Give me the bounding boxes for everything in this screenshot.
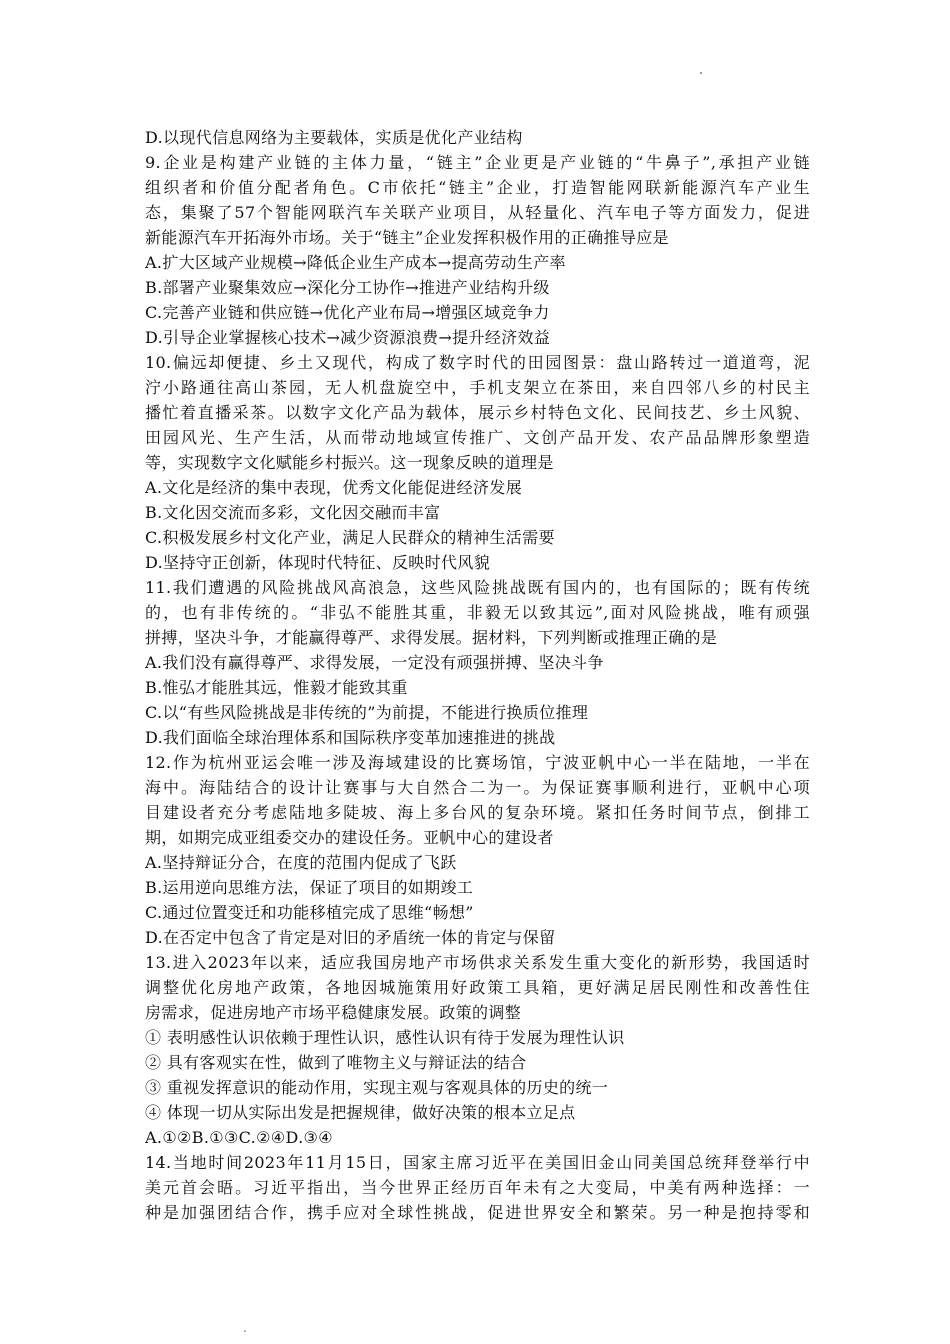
text-line: D.在否定中包含了肯定是对旧的矛盾统一体的肯定与保留 bbox=[145, 928, 556, 947]
text-line: ④ 体现一切从实际出发是把握规律，做好决策的根本立足点 bbox=[145, 1103, 576, 1122]
text-line: D.引导企业掌握核心技术→减少资源浪费→提升经济效益 bbox=[145, 328, 551, 347]
text-line: 播忙着直播采茶。以数字文化产品为载体，展示乡村特色文化、民间技艺、乡土风貌、 bbox=[145, 403, 810, 422]
text-line: A.扩大区域产业规模→降低企业生产成本→提高劳动生产率 bbox=[145, 253, 566, 272]
text-line: B.部署产业聚集效应→深化分工协作→推进产业结构升级 bbox=[145, 278, 550, 297]
text-line: 组织者和价值分配者角色。C市依托“链主”企业，打造智能网联新能源汽车产业生 bbox=[145, 178, 810, 197]
text-line: 13.进入2023年以来，适应我国房地产市场供求关系发生重大变化的新形势，我国适时 bbox=[145, 953, 810, 972]
text-line: 11.我们遭遇的风险挑战风高浪急，这些风险挑战既有国内的，也有国际的；既有传统 bbox=[145, 578, 810, 597]
document-body bbox=[145, 125, 810, 1225]
text-line: A.我们没有赢得尊严、求得发展，一定没有顽强拼搏、坚决斗争 bbox=[145, 653, 604, 672]
text-line: 泞小路通往高山茶园，无人机盘旋空中，手机支架立在茶田，来自四邻八乡的村民主 bbox=[145, 378, 810, 397]
text-line: A.①②B.①③C.②④D.③④ bbox=[145, 1128, 333, 1147]
text-line: 9.企业是构建产业链的主体力量，“链主”企业更是产业链的“牛鼻子”,承担产业链 bbox=[145, 153, 810, 172]
text-line: 新能源汽车开拓海外市场。关于“链主”企业发挥积极作用的正确推导应是 bbox=[145, 228, 669, 247]
text-line: 美元首会晤。习近平指出，当今世界正经历百年未有之大变局，中美有两种选择：一 bbox=[145, 1178, 810, 1197]
text-line: A.坚持辩证分合，在度的范围内促成了飞跃 bbox=[145, 853, 457, 872]
text-line: 海中。海陆结合的设计让赛事与大自然合二为一。为保证赛事顺利进行，亚帆中心项 bbox=[145, 778, 810, 797]
text-line: 期，如期完成亚组委交办的建设任务。亚帆中心的建设者 bbox=[145, 828, 554, 847]
text-line: C.积极发展乡村文化产业，满足人民群众的精神生活需要 bbox=[145, 528, 555, 547]
text-line: ① 表明感性认识依赖于理性认识，感性认识有待于发展为理性认识 bbox=[145, 1028, 625, 1047]
text-line: ② 具有客观实在性，做到了唯物主义与辩证法的结合 bbox=[145, 1053, 527, 1072]
text-line: 房需求，促进房地产市场平稳健康发展。政策的调整 bbox=[145, 1003, 522, 1022]
text-line: D.坚持守正创新，体现时代特征、反映时代风貌 bbox=[145, 553, 491, 572]
text-line: A.文化是经济的集中表现，优秀文化能促进经济发展 bbox=[145, 478, 523, 497]
text-line: 12.作为杭州亚运会唯一涉及海域建设的比赛场馆，宁波亚帆中心一半在陆地，一半在 bbox=[145, 753, 810, 772]
page-dot-mark bbox=[244, 1330, 246, 1332]
page-dot-mark bbox=[700, 72, 702, 74]
text-line: B.运用逆向思维方法，保证了项目的如期竣工 bbox=[145, 878, 474, 897]
text-line: D.我们面临全球治理体系和国际秩序变革加速推进的挑战 bbox=[145, 728, 556, 747]
text-line: B.文化因交流而多彩，文化因交融而丰富 bbox=[145, 503, 441, 522]
text-line: C.以“有些风险挑战是非传统的”为前提，不能进行换质位推理 bbox=[145, 703, 589, 722]
text-line: B.惟弘才能胜其远，惟毅才能致其重 bbox=[145, 678, 408, 697]
text-line: 调整优化房地产政策，各地因城施策用好政策工具箱，更好满足居民刚性和改善性住 bbox=[145, 978, 810, 997]
text-line: ③ 重视发挥意识的能动作用，实现主观与客观具体的历史的统一 bbox=[145, 1078, 609, 1097]
text-line: C.完善产业链和供应链→优化产业布局→增强区域竞争力 bbox=[145, 303, 550, 322]
text-line: 10.偏远却便捷、乡土又现代，构成了数字时代的田园图景：盘山路转过一道道弯，泥 bbox=[145, 353, 810, 372]
text-line: 田园风光、生产生活，从而带动地域宣传推广、文创产品开发、农产品品牌形象塑造 bbox=[145, 428, 810, 447]
text-line: 等，实现数字文化赋能乡村振兴。这一现象反映的道理是 bbox=[145, 453, 554, 472]
text-line: C.通过位置变迁和功能移植完成了思维“畅想” bbox=[145, 903, 474, 922]
text-line: 拼搏，坚决斗争，才能赢得尊严、求得发展。据材料，下列判断或推理正确的是 bbox=[145, 628, 718, 647]
text-line: 态，集聚了57个智能网联汽车关联产业项目，从轻量化、汽车电子等方面发力，促进 bbox=[145, 203, 810, 222]
text-line: 目建设者充分考虑陆地多陡坡、海上多台风的复杂环境。紧扣任务时间节点，倒排工 bbox=[145, 803, 810, 822]
text-line: D.以现代信息网络为主要载体，实质是优化产业结构 bbox=[145, 128, 523, 147]
text-line: 的，也有非传统的。“非弘不能胜其重，非毅无以致其远”,面对风险挑战，唯有顽强 bbox=[145, 603, 810, 622]
text-line: 种是加强团结合作，携手应对全球性挑战，促进世界安全和繁荣。另一种是抱持零和 bbox=[145, 1203, 810, 1222]
text-line: 14.当地时间2023年11月15日，国家主席习近平在美国旧金山同美国总统拜登举行中 bbox=[145, 1153, 810, 1172]
